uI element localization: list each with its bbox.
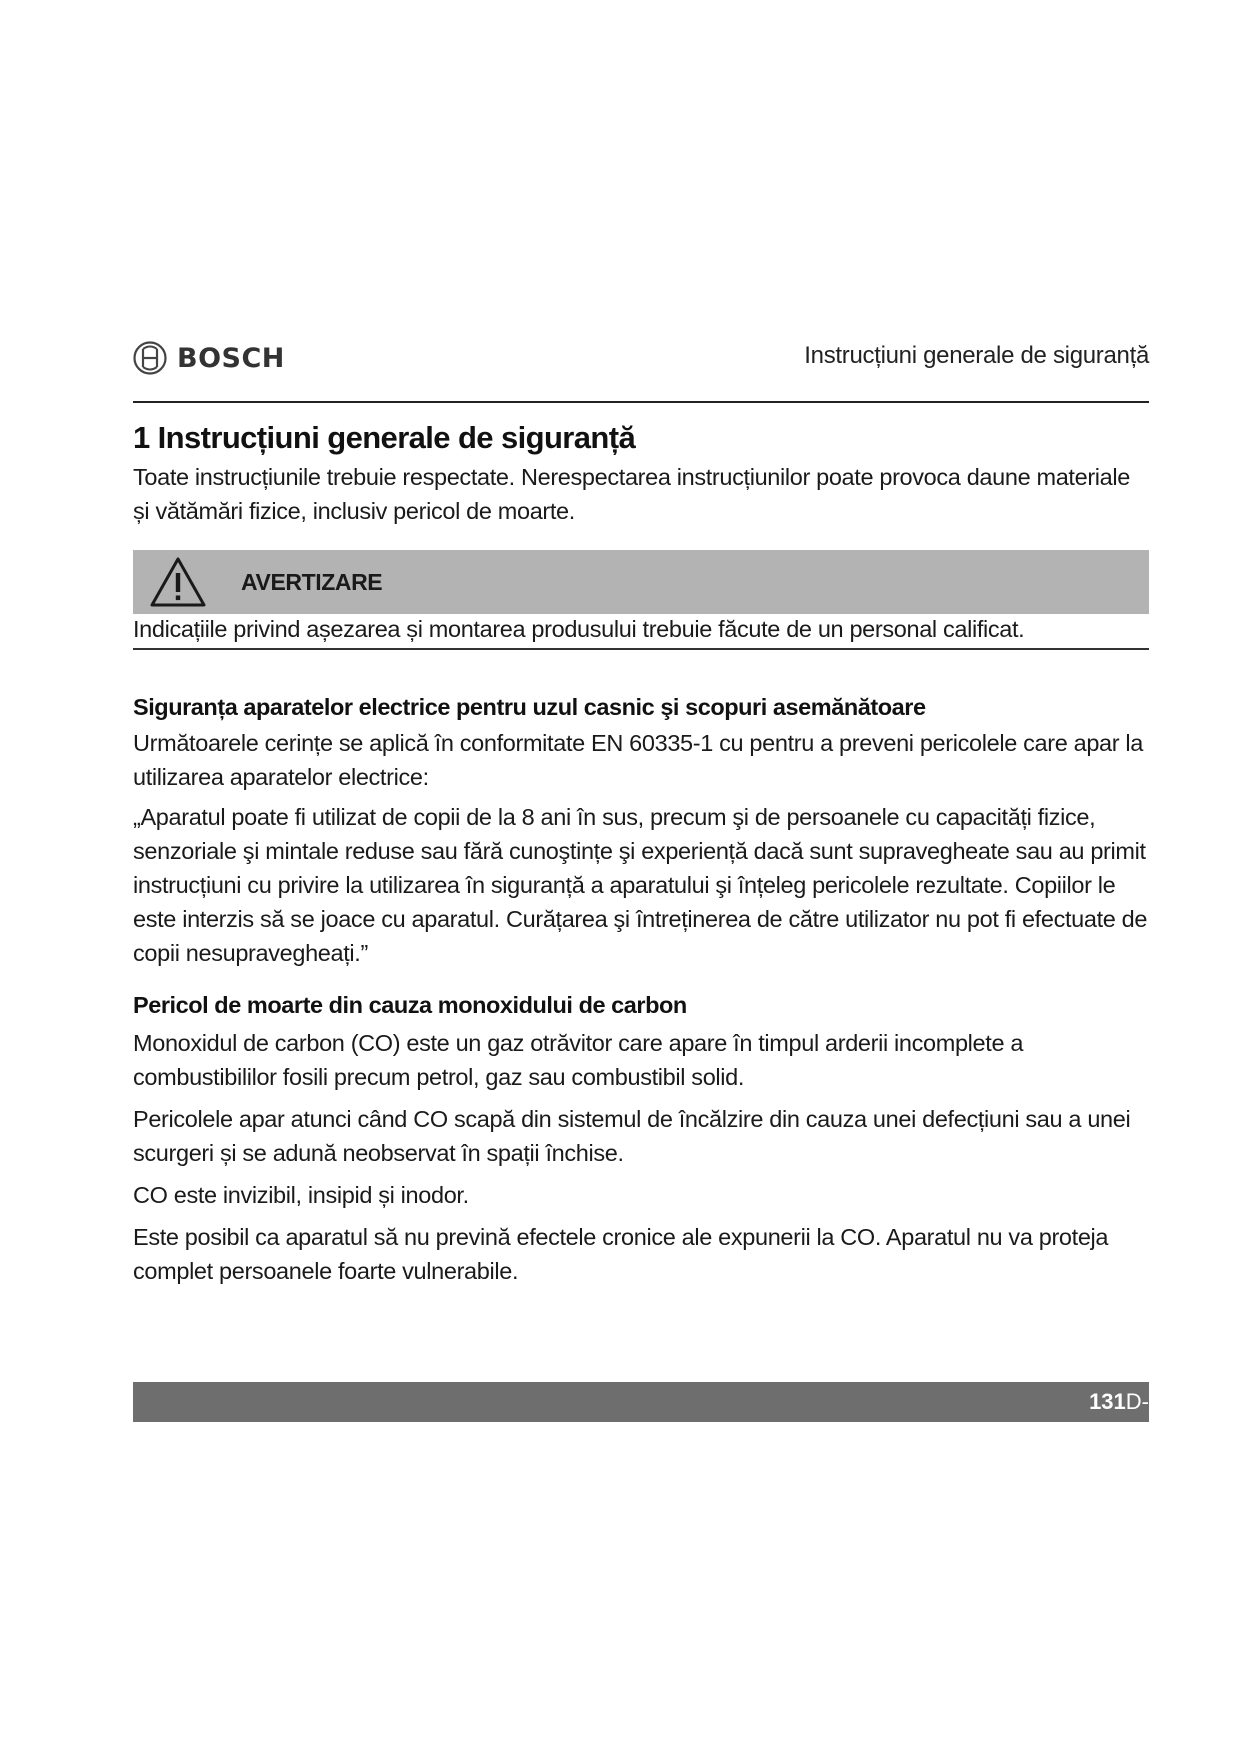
brand	[133, 340, 285, 376]
brand-name: BOSCH	[177, 342, 285, 374]
page-header	[133, 338, 1149, 378]
bosch-logo-icon	[133, 341, 167, 375]
section-quote: „Aparatul poate fi utilizat de copii de la 8 ani în sus, precum şi de persoanele cu capacități fizice, senzoriale şi mintale reduse sau fără cunoştințe şi experiență dacă sunt supravegheate sau au primit instrucțiuni cu privire la utilizarea în siguranță a aparatului şi înțeleg pericolele rezultate. Copiilor le este interzis să se joace cu aparatul. Curățarea şi întreținerea de către utilizator nu pot fi efectuate de copii nesupravegheați.”	[133, 804, 1148, 966]
section-paragraph: Monoxidul de carbon (CO) este un gaz otrăvitor care apare în timpul arderii incomplete a combustibililor fosili precum petrol, gaz sau combustibil solid.	[133, 1030, 1024, 1090]
section-paragraph: Pericolele apar atunci când CO scapă din sistemul de încălzire din cauza unei defecțiuni sau a unei scurgeri și se adună neobservat în spații închise.	[133, 1106, 1131, 1166]
warning-label: AVERTIZARE	[241, 569, 383, 595]
section-paragraph: CO este invizibil, insipid și inodor.	[133, 1182, 469, 1208]
chapter-heading: 1 Instrucțiuni generale de siguranță	[133, 420, 636, 455]
page-number	[1089, 1382, 1149, 1422]
page-number-value: 131	[1089, 1389, 1126, 1414]
warning-text: Indicațiile privind așezarea și montarea produsului trebuie făcute de un personal calificat.	[133, 614, 1149, 650]
header-divider	[133, 401, 1149, 403]
section-carbon-monoxide	[133, 988, 1149, 1288]
header-title: Instrucțiuni generale de siguranță	[804, 342, 1149, 369]
section-heading: Siguranța aparatelor electrice pentru uzul casnic şi scopuri asemănătoare	[133, 694, 926, 720]
warning-box	[133, 550, 1149, 650]
section-paragraph: Este posibil ca aparatul să nu prevină efectele cronice ale expunerii la CO. Aparatul nu va proteja complet persoanele foarte vulnerabile.	[133, 1224, 1109, 1284]
section-heading: Pericol de moarte din cauza monoxidului de carbon	[133, 992, 687, 1018]
main-content	[133, 418, 1149, 1288]
section-paragraph: Următoarele cerințe se aplică în conformitate EN 60335-1 cu pentru a preveni pericolele care apar la utilizarea aparatelor electrice:	[133, 730, 1144, 790]
footer-bar	[133, 1382, 1149, 1422]
intro-paragraph: Toate instrucțiunile trebuie respectate. Nerespectarea instrucțiunilor poate provoca daune materiale și vătămări fizice, inclusiv pericol de moarte.	[133, 464, 1130, 524]
section-electrical-safety	[133, 690, 1149, 970]
warning-header-bar	[133, 550, 1149, 614]
page-code: D-	[1125, 1389, 1149, 1414]
warning-triangle-icon	[149, 556, 207, 608]
